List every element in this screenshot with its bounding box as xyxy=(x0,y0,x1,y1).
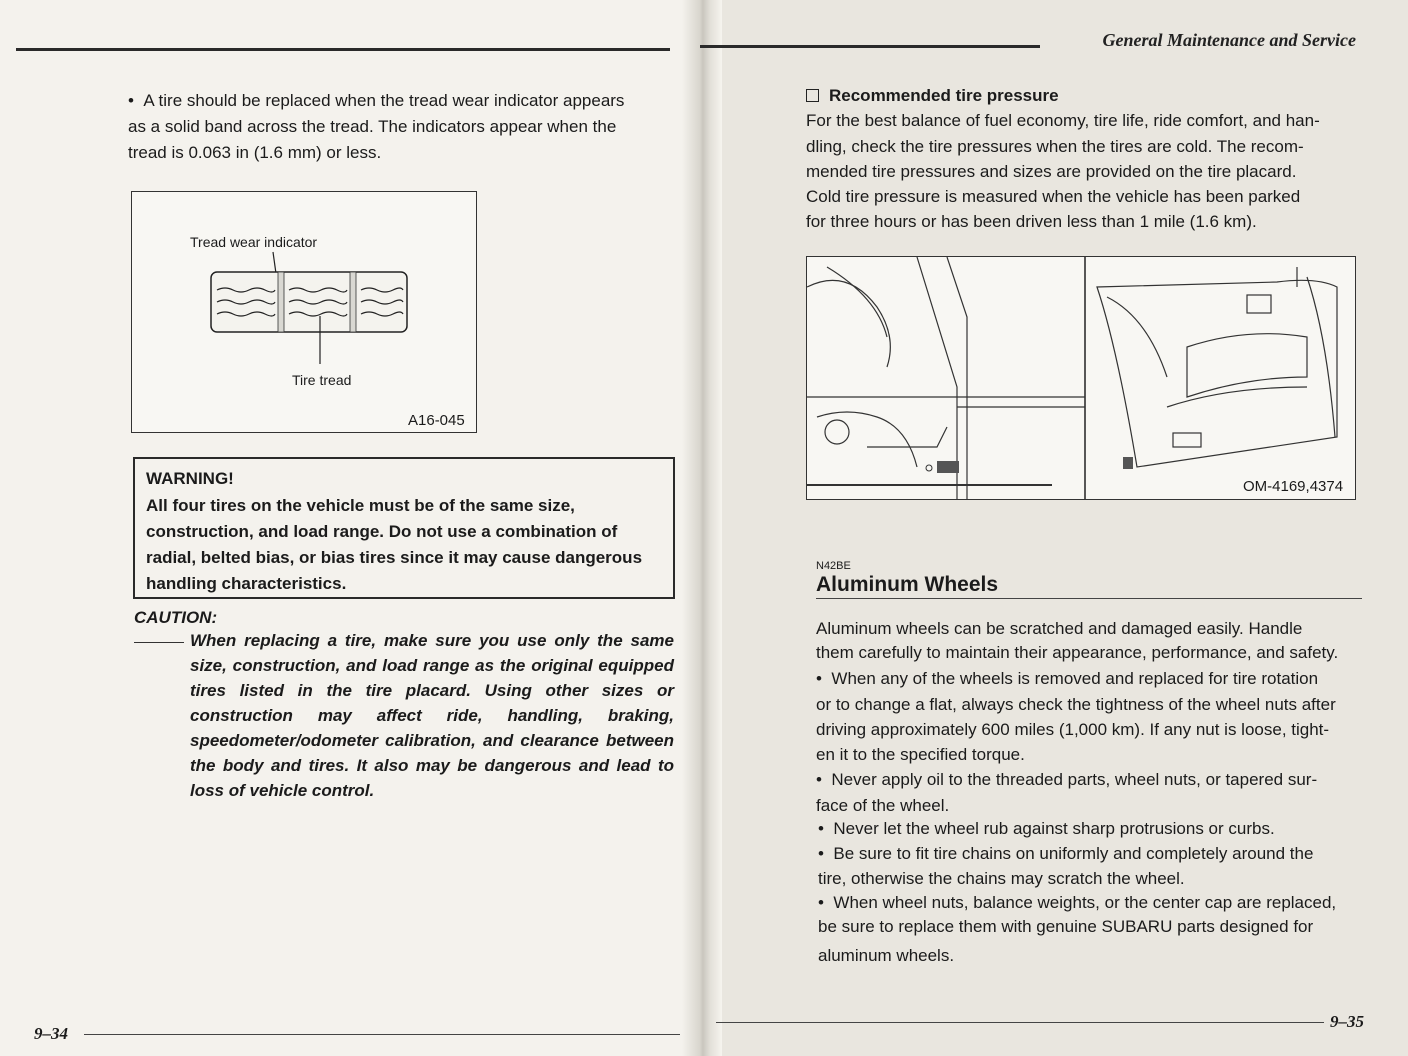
bullet5-line-2: be sure to replace them with genuine SUBARU parts designed for xyxy=(818,917,1314,936)
bullet2-line-1: • Never apply oil to the threaded parts, wheel nuts, or tapered sur- xyxy=(816,767,1376,792)
pressure-line-4: Cold tire pressure is measured when the vehicle has been parked xyxy=(806,187,1301,206)
right-bottom-rule xyxy=(716,1022,1324,1023)
pressure-line-1: For the best balance of fuel economy, tire life, ride comfort, and han- xyxy=(806,111,1320,130)
bullet2-line-2: face of the wheel. xyxy=(816,796,950,815)
bullet5-line-3: aluminum wheels. xyxy=(818,946,955,965)
warning-body: All four tires on the vehicle must be of the same size, construction, and load range. Do not use a combination of radial, belted bias, or bias tires since it may cause dangerous handling characteristics. xyxy=(146,496,643,593)
bullet1-line-2: or to change a flat, always check the tightness of the wheel nuts after xyxy=(816,695,1336,714)
intro-line-3: tread is 0.063 in (1.6 mm) or less. xyxy=(128,143,382,162)
left-page-number: 9–34 xyxy=(34,1024,68,1043)
aluminum-intro-2: them carefully to maintain their appearance, performance, and safety. xyxy=(816,643,1339,662)
right-page-number: 9–35 xyxy=(1330,1012,1364,1031)
bullet5-line-1: • When wheel nuts, balance weights, or the center cap are replaced, xyxy=(818,890,1378,915)
tire-placard-figure xyxy=(806,256,1356,500)
left-page xyxy=(0,0,700,1056)
caution-dash xyxy=(134,642,184,643)
aluminum-heading-rule xyxy=(816,598,1362,599)
section-header: General Maintenance and Service xyxy=(1102,30,1356,50)
placard-figure-code: OM-4169,4374 xyxy=(1243,478,1344,495)
door-jamb-illustration xyxy=(807,257,1355,499)
bullet4-line-1: • Be sure to fit tire chains on uniformly and completely around the xyxy=(818,841,1378,866)
intro-line-2: as a solid band across the tread. The indicators appear when the xyxy=(128,117,617,136)
label-tread-wear: Tread wear indicator xyxy=(190,234,318,250)
caution-body: When replacing a tire, make sure you use only the same size, construction, and load range as the original equipped tires listed in the tire placard. Using other sizes or construction may affect ride, handling, braking, speedometer/odometer calibration, and clearance between the body and tires. It also may be dangerous and lead to loss of vehicle control. xyxy=(190,631,674,800)
warning-box xyxy=(133,457,675,599)
pressure-line-5: for three hours or has been driven less than 1 mile (1.6 km). xyxy=(806,212,1257,231)
aluminum-code: N42BE xyxy=(816,560,851,572)
intro-line-1: • A tire should be replaced when the tread wear indicator appears xyxy=(128,88,673,113)
pressure-line-2: dling, check the tire pressures when the tires are cold. The recom- xyxy=(806,137,1304,156)
tread-wear-figure xyxy=(131,191,477,433)
bullet1-line-3: driving approximately 600 miles (1,000 km). If any nut is loose, tight- xyxy=(816,720,1330,739)
left-bottom-rule xyxy=(84,1034,680,1035)
checkbox-square-icon xyxy=(806,89,819,102)
bullet1-line-4: en it to the specified torque. xyxy=(816,745,1025,764)
bullet4-line-2: tire, otherwise the chains may scratch the wheel. xyxy=(818,869,1185,888)
warning-title: WARNING! xyxy=(146,469,234,488)
aluminum-wheels-heading: Aluminum Wheels xyxy=(816,573,999,596)
pressure-line-3: mended tire pressures and sizes are provided on the tire placard. xyxy=(806,162,1297,181)
figure-code: A16-045 xyxy=(408,412,465,429)
label-tire-tread: Tire tread xyxy=(292,372,352,388)
left-top-rule xyxy=(16,48,670,51)
aluminum-intro-1: Aluminum wheels can be scratched and damaged easily. Handle xyxy=(816,619,1303,638)
recommended-pressure-heading: Recommended tire pressure xyxy=(806,86,1059,106)
caution-title: CAUTION: xyxy=(134,608,218,627)
bullet1-line-1: • When any of the wheels is removed and replaced for tire rotation xyxy=(816,666,1376,691)
bullet3: • Never let the wheel rub against sharp protrusions or curbs. xyxy=(818,816,1378,841)
tire-tread-illustration xyxy=(132,192,476,432)
right-top-rule xyxy=(700,45,1040,48)
